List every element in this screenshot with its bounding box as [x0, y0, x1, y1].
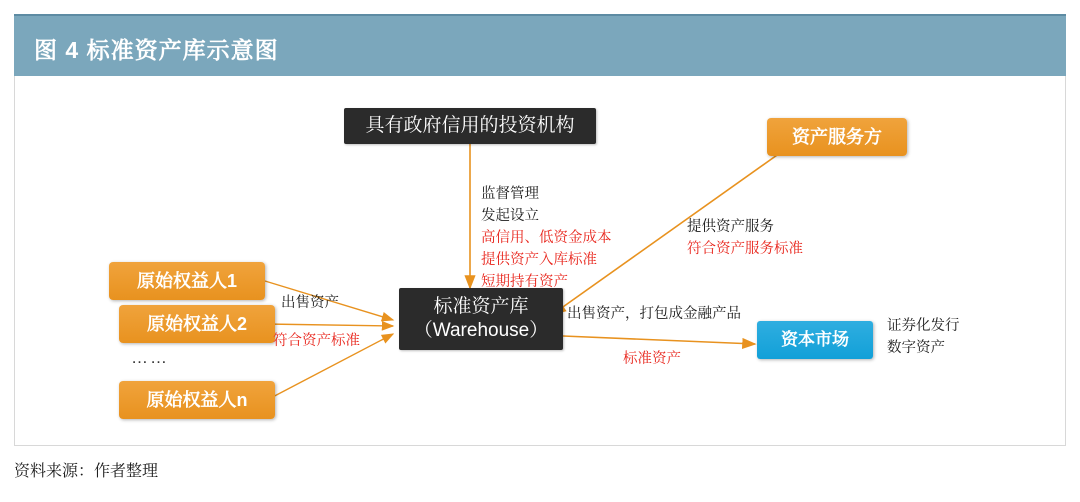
- arrow-warehouse-to-market: [563, 336, 755, 344]
- edge-label-service-highlight-line1: 符合资产服务标准: [687, 241, 803, 257]
- node-capital-market-label: 资本市场: [781, 330, 849, 350]
- edge-label-market-plain-line1: 出售资产，打包成金融产品: [567, 306, 741, 322]
- node-originator-n-label: 原始权益人n: [146, 389, 248, 410]
- edge-label-gov-highlight: [481, 228, 612, 293]
- arrow-originator2-to-warehouse: [265, 324, 393, 326]
- edge-label-gov-highlight-line2: 提供资产入库标准: [481, 251, 597, 268]
- edge-label-originators-plain-line1: 出售资产: [281, 295, 339, 311]
- edge-label-gov-supervise-line2: 发起设立: [481, 207, 539, 224]
- edge-label-market-highlight-line1: 标准资产: [623, 351, 681, 367]
- node-originator-2[interactable]: [119, 305, 275, 343]
- node-asset-service-provider-label: 资产服务方: [792, 126, 882, 147]
- edge-label-gov-highlight-line3: 短期持有资产: [481, 273, 568, 290]
- node-gov-investor-label: 具有政府信用的投资机构: [365, 115, 575, 137]
- edge-label-service-highlight: [687, 239, 803, 261]
- edge-label-market-output-line1: 证券化发行: [887, 318, 960, 334]
- node-originator-1[interactable]: [109, 262, 265, 300]
- originator-ellipsis: ……: [131, 348, 169, 367]
- edge-label-gov-supervise-line1: 监督管理: [481, 186, 539, 202]
- edge-label-market-highlight: [623, 349, 681, 371]
- node-warehouse[interactable]: [399, 288, 563, 350]
- node-warehouse-label-line2: （Warehouse）: [413, 320, 549, 341]
- edge-label-service-plain-line1: 提供资产服务: [687, 219, 774, 235]
- node-capital-market[interactable]: [757, 321, 873, 359]
- edge-label-gov-supervise: [481, 184, 539, 228]
- edge-label-originators-highlight: [273, 331, 360, 353]
- figure-title: 图 4 标准资产库示意图: [34, 37, 279, 63]
- edge-label-market-plain: [567, 304, 741, 326]
- edge-label-service-plain: [687, 217, 774, 239]
- edge-label-originators-plain: [281, 293, 339, 315]
- diagram-canvas: [14, 76, 1066, 446]
- node-gov-investor[interactable]: [344, 108, 596, 144]
- edge-label-market-output: [887, 316, 960, 360]
- node-originator-n[interactable]: [119, 381, 275, 419]
- node-originator-1-label: 原始权益人1: [136, 270, 237, 291]
- edge-label-gov-highlight-line1: 高信用、低资金成本: [481, 230, 612, 246]
- edge-label-market-output-line2: 数字资产: [887, 339, 945, 356]
- source-note: 资料来源：作者整理: [14, 463, 159, 480]
- node-originator-2-label: 原始权益人2: [146, 313, 247, 334]
- node-asset-service-provider[interactable]: [767, 118, 907, 156]
- figure-title-bar: [14, 14, 1066, 76]
- edge-label-originators-highlight-line1: 符合资产标准: [273, 333, 360, 349]
- figure-container: [14, 14, 1066, 488]
- node-warehouse-label-line1: 标准资产库: [433, 296, 529, 318]
